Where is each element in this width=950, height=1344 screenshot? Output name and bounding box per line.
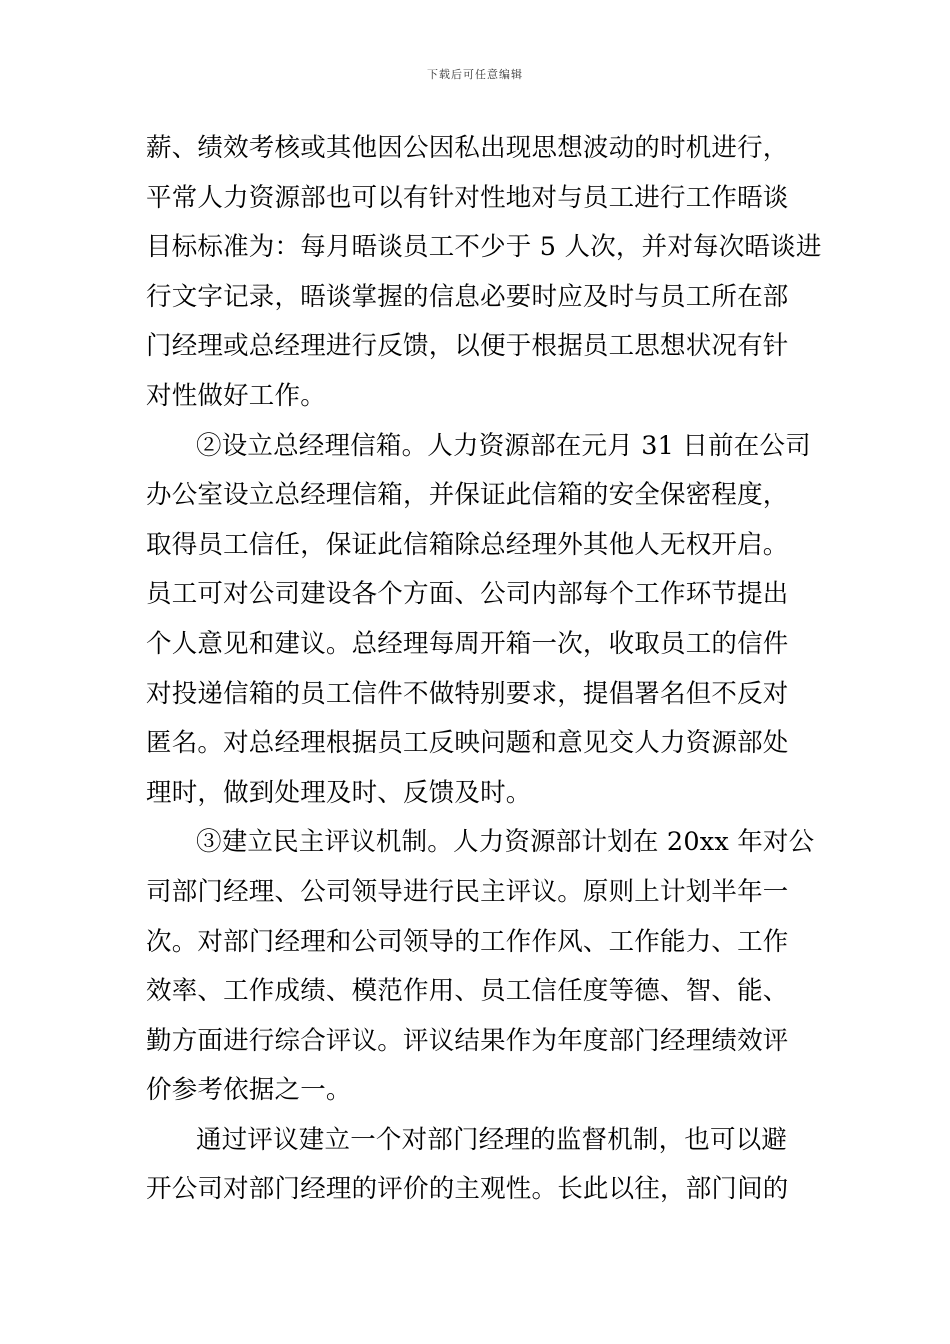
text-line: 开公司对部门经理的评价的主观性。长此以往，部门间的 [146,1174,789,1205]
paragraph-start-line: 通过评议建立一个对部门经理的监督机制，也可以避 [196,1124,788,1155]
text-line: 匿名。对总经理根据员工反映问题和意见交人力资源部处 [146,728,789,759]
text-line: 门经理或总经理进行反馈，以便于根据员工思想状况有针 [146,331,789,362]
text-line: 理时，做到处理及时、反馈及时。 [146,777,532,808]
text-line: 薪、绩效考核或其他因公因私出现思想波动的时机进行， [146,133,789,163]
text-line: 员工可对公司建设各个方面、公司内部每个工作环节提出 [146,579,789,610]
text-line: 对投递信箱的员工信件不做特别要求，提倡署名但不反对 [146,678,789,709]
text-line: 对性做好工作。 [146,380,326,411]
text-line: 司部门经理、公司领导进行民主评议。原则上计划半年一 [146,876,789,907]
text-line: 目标标准为：每月晤谈员工不少于 5 人次，并对每次晤谈进 [146,232,822,263]
paragraph-start-line: ②设立总经理信箱。人力资源部在元月 31 日前在公司 [196,430,811,461]
text-line: 勤方面进行综合评议。评议结果作为年度部门经理绩效评 [146,1025,789,1056]
document-body [146,124,822,1215]
paragraph-start-line: ③建立民主评议机制。人力资源部计划在 20xx 年对公 [196,827,815,858]
text-line: 行文字记录，晤谈掌握的信息必要时应及时与员工所在部 [146,281,789,312]
text-line: 个人意见和建议。总经理每周开箱一次，收取员工的信件 [146,628,789,659]
text-line: 办公室设立总经理信箱，并保证此信箱的安全保密程度， [146,480,789,511]
text-line: 次。对部门经理和公司领导的工作作风、工作能力、工作 [146,926,789,957]
text-line: 效率、工作成绩、模范作用、员工信任度等德、智、能、 [146,976,789,1007]
text-line: 平常人力资源部也可以有针对性地对与员工进行工作晤谈 [146,182,789,213]
page-header: 下载后可任意编辑 [427,68,523,81]
text-line: 价参考依据之一。 [146,1075,352,1106]
text-line: 取得员工信任，保证此信箱除总经理外其他人无权开启。 [146,529,789,560]
